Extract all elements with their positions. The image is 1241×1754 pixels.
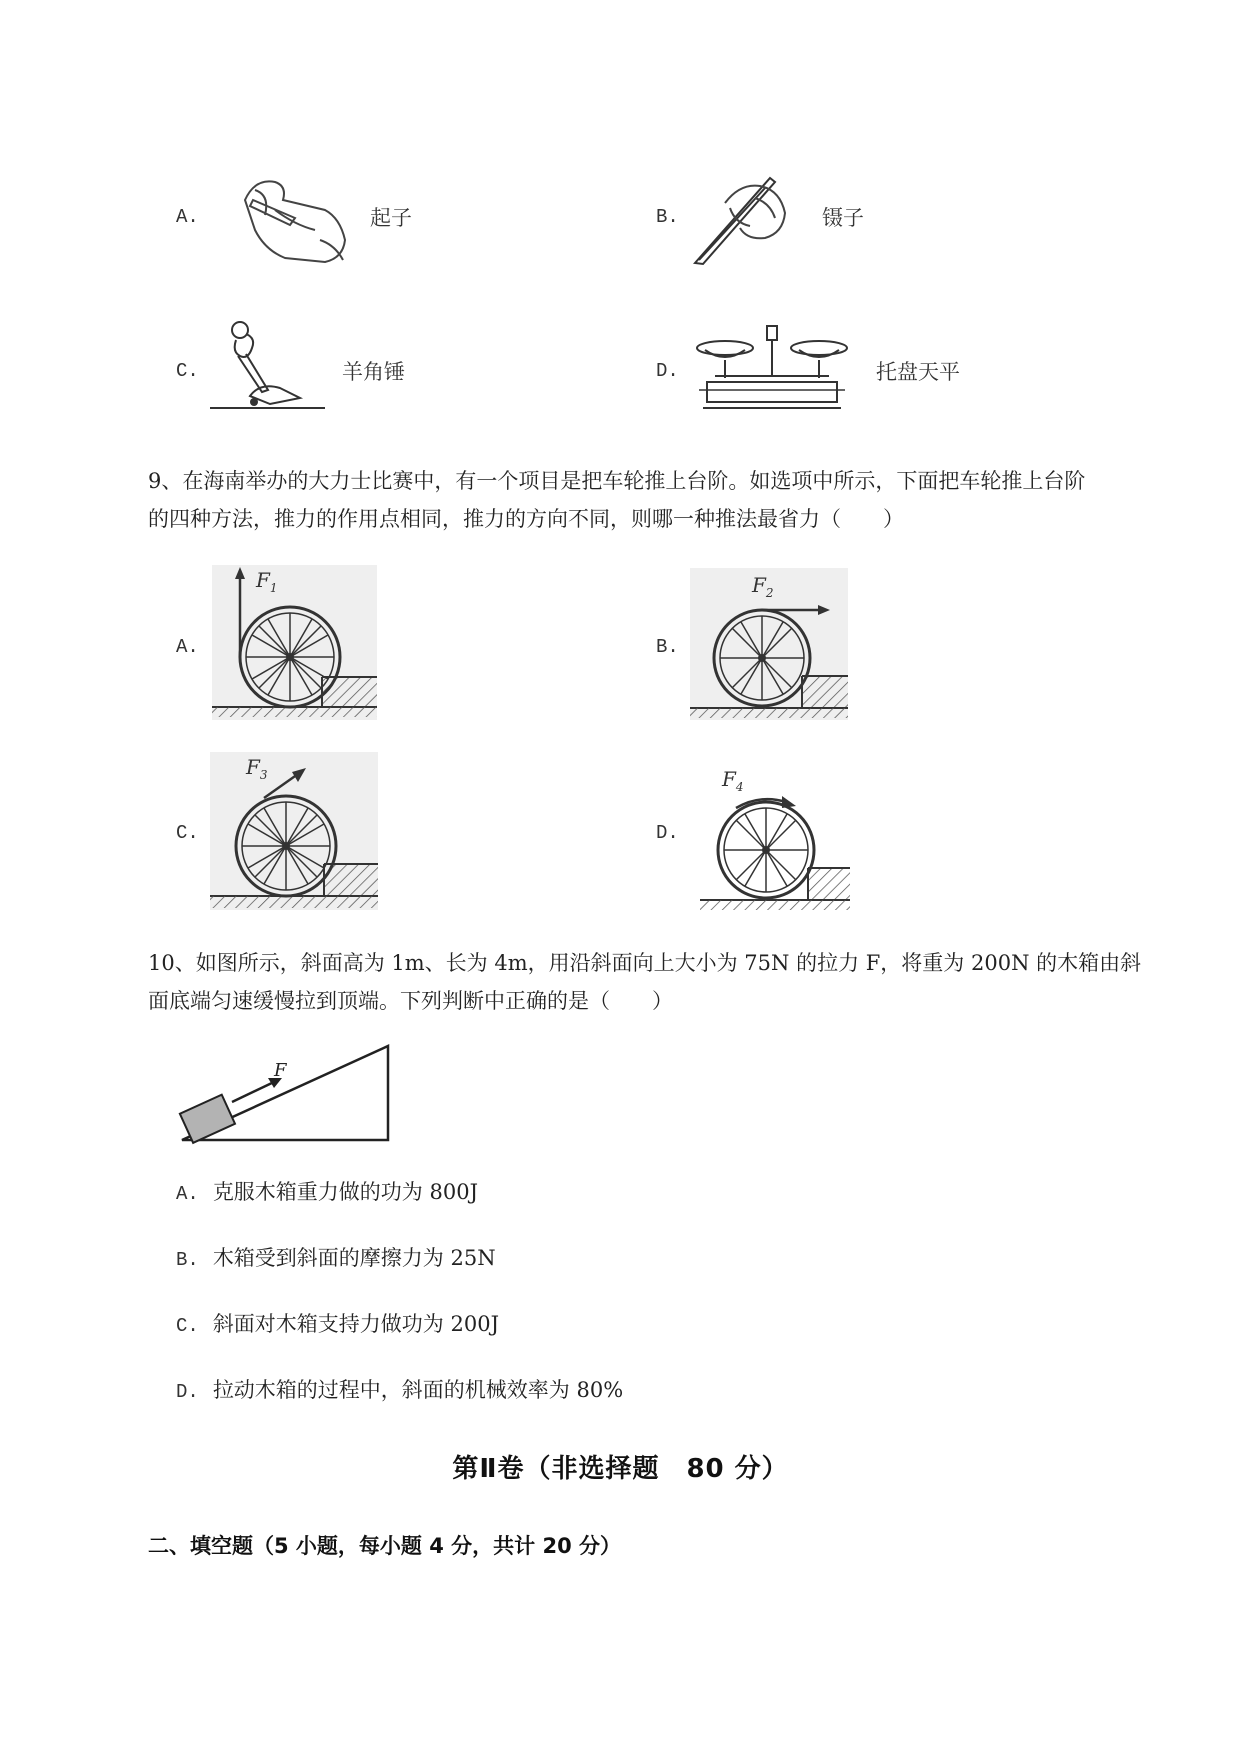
q10-option-c (176, 1308, 499, 1338)
bottle-opener-icon (225, 170, 365, 270)
option-letter: C. (176, 1315, 199, 1337)
tool-name: 托盘天平 (876, 360, 960, 384)
q9-stem (148, 462, 1148, 538)
q9-figure-a (212, 565, 377, 720)
q9-figure-c (210, 752, 378, 910)
option-letter: C. (176, 360, 199, 382)
q10-option-a (176, 1176, 478, 1206)
q10-stem-line2: 面底端匀速缓慢拉到顶端。下列判断中正确的是（ ） (148, 989, 673, 1013)
force-label: F (274, 1060, 287, 1081)
q9-stem-line1: 9、在海南举办的大力士比赛中，有一个项目是把车轮推上台阶。如选项中所示，下面把车轮推上台阶 (148, 469, 1086, 493)
option-letter: A. (176, 206, 199, 228)
q10-option-d (176, 1374, 623, 1404)
q9-option-letter-b: B. (656, 636, 679, 658)
incline-diagram (170, 1040, 400, 1150)
force-label: $F_1$ (256, 568, 278, 595)
force-arrow (232, 1082, 274, 1102)
wheel-step-diagram (210, 752, 378, 910)
q9-stem-line2: 的四种方法，推力的作用点相同，推力的方向不同，则哪一种推法最省力（ ） (148, 507, 904, 531)
option-letter: B. (176, 1249, 199, 1271)
q10-stem-line1: 10、如图所示，斜面高为 1m、长为 4m，用沿斜面向上大小为 75N 的拉力 F，将重为 200N 的木箱由斜 (148, 951, 1142, 975)
tweezers-icon (685, 168, 805, 268)
force-label: $F_3$ (246, 755, 268, 782)
tool-name: 羊角锤 (342, 360, 405, 384)
q9-option-letter-c: C. (176, 822, 199, 844)
option-letter: D. (176, 1381, 199, 1403)
q9-figure-b (690, 568, 848, 720)
q10-option-b (176, 1242, 496, 1272)
option-text: 木箱受到斜面的摩擦力为 25N (212, 1246, 496, 1270)
q9-option-letter-d: D. (656, 822, 679, 844)
tool-name: 镊子 (822, 206, 864, 230)
force-label: $F_4$ (722, 767, 744, 794)
option-letter: A. (176, 1183, 199, 1205)
option-text: 斜面对木箱支持力做功为 200J (212, 1312, 499, 1336)
tray-balance-icon (695, 320, 850, 415)
option-text: 拉动木箱的过程中，斜面的机械效率为 80% (212, 1378, 624, 1402)
claw-hammer-icon (210, 312, 330, 417)
wheel-step-diagram (212, 565, 377, 720)
q9-figure-d (700, 762, 850, 912)
q9-option-letter-a: A. (176, 636, 199, 658)
option-letter: B. (656, 206, 679, 228)
option-text: 克服木箱重力做的功为 800J (212, 1180, 478, 1204)
force-label: $F_2$ (752, 573, 774, 600)
wheel-step-diagram (690, 568, 848, 720)
wheel-step-diagram (700, 762, 850, 912)
q10-stem (148, 944, 1148, 1020)
tool-name: 起子 (370, 206, 412, 230)
option-letter: D. (656, 360, 679, 382)
section-subtitle: 二、填空题（5 小题，每小题 4 分，共计 20 分） (148, 1534, 622, 1558)
wooden-box (180, 1095, 235, 1143)
section-title: 第Ⅱ卷（非选择题 80 分） (452, 1454, 789, 1484)
